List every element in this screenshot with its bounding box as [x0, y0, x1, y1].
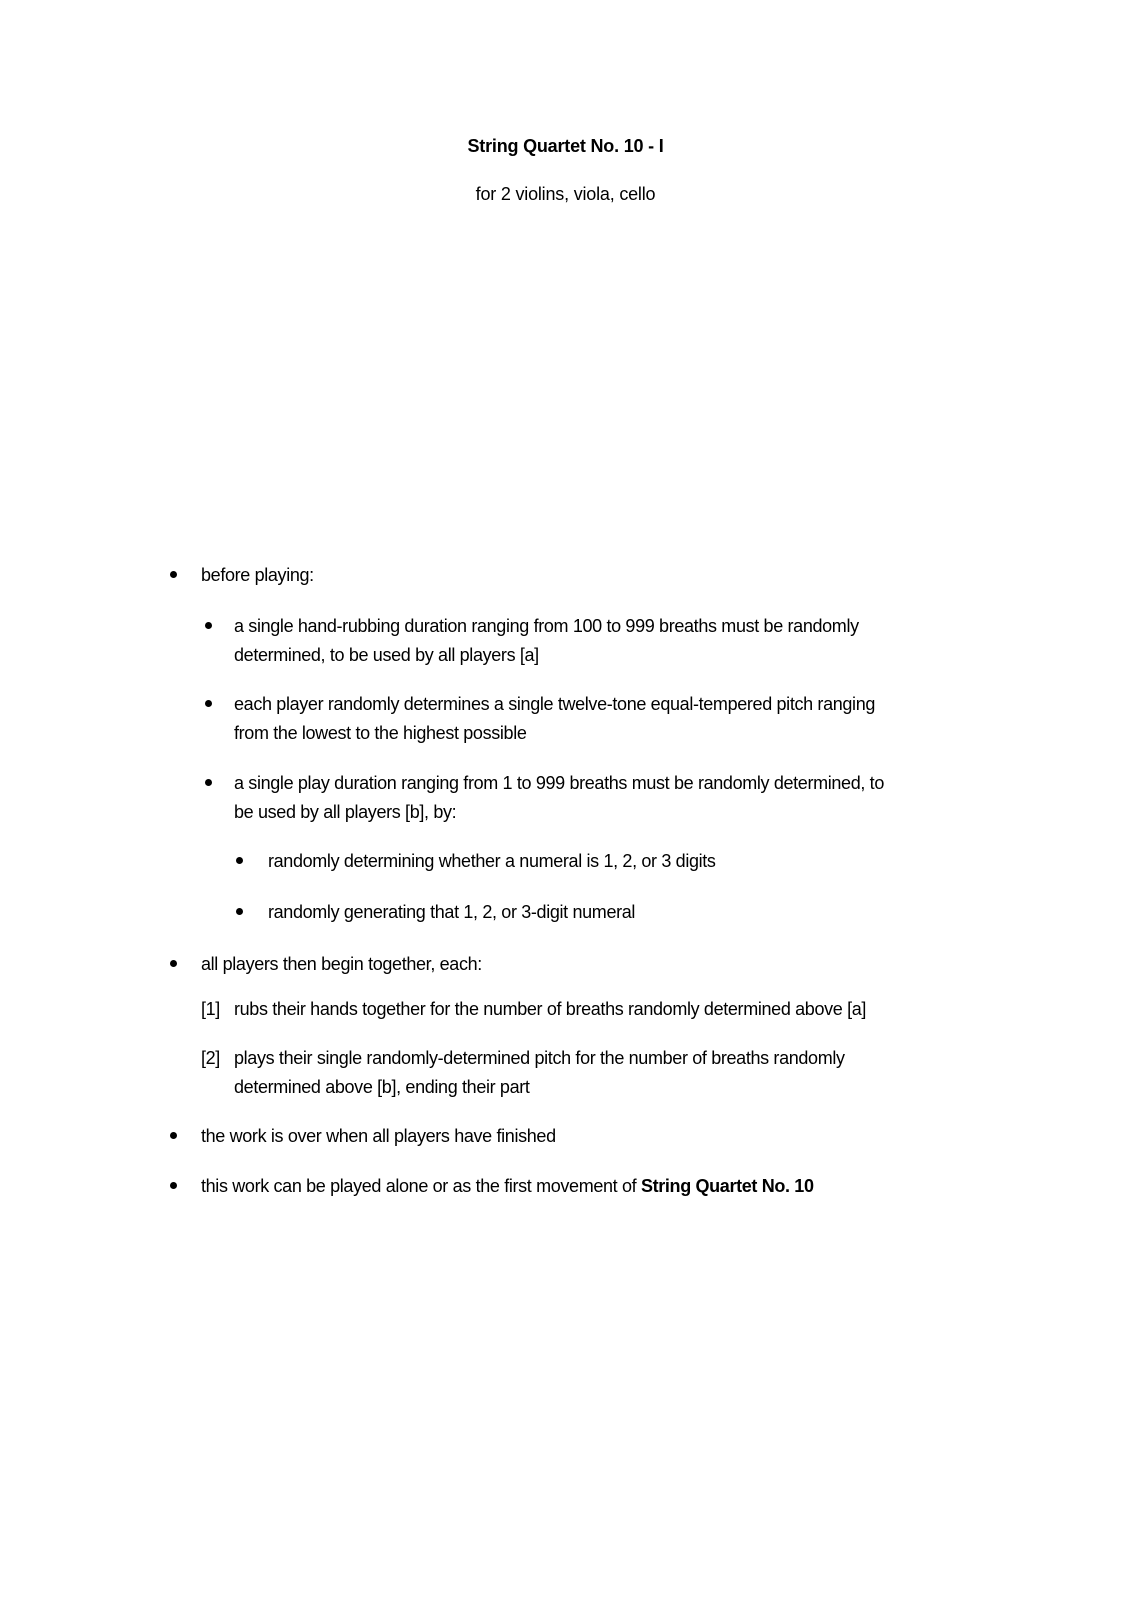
document-subtitle: for 2 violins, viola, cello — [475, 184, 656, 204]
bullet-icon — [170, 1182, 177, 1189]
bullet-icon — [205, 779, 212, 786]
list-item-alone — [201, 1175, 814, 1197]
list-item-over: the work is over when all players have finished — [201, 1126, 556, 1146]
bullet-icon — [170, 960, 177, 967]
list-item-pitch: each player randomly determines a single twelve-tone equal-tempered pitch ranging — [234, 694, 876, 714]
list-item-digits: randomly determining whether a numeral is 1, 2, or 3 digits — [268, 851, 716, 871]
list-item-before-playing: before playing: — [201, 565, 314, 585]
list-item-begin: all players then begin together, each: — [201, 954, 482, 974]
step-number-1: [1] — [201, 999, 220, 1019]
bullet-icon — [236, 857, 243, 864]
list-item-hand-rubbing-cont: determined, to be used by all players [a] — [234, 645, 539, 665]
list-item-play-duration: a single play duration ranging from 1 to 999 breaths must be randomly determined, to — [234, 773, 884, 793]
bullet-icon — [205, 622, 212, 629]
bullet-icon — [170, 1132, 177, 1139]
step-2-text: plays their single randomly-determined pitch for the number of breaths randomly — [234, 1048, 845, 1068]
bullet-icon — [170, 571, 177, 578]
step-2-text-cont: determined above [b], ending their part — [234, 1077, 530, 1097]
bullet-icon — [236, 908, 243, 915]
work-title-bold: String Quartet No. 10 — [640, 1176, 814, 1196]
list-item-pitch-cont: from the lowest to the highest possible — [234, 723, 527, 743]
list-item-play-duration-cont: be used by all players [b], by: — [234, 802, 457, 822]
alone-text: this work can be played alone or as the first movement of — [201, 1176, 641, 1196]
list-item-generating: randomly generating that 1, 2, or 3-digit numeral — [268, 902, 636, 922]
bullet-icon — [205, 700, 212, 707]
step-1-text: rubs their hands together for the number of breaths randomly determined above [a] — [234, 999, 867, 1019]
list-item-hand-rubbing: a single hand-rubbing duration ranging from 100 to 999 breaths must be randomly — [234, 616, 859, 636]
step-number-2: [2] — [201, 1048, 220, 1068]
document-title: String Quartet No. 10 - I — [467, 136, 664, 156]
